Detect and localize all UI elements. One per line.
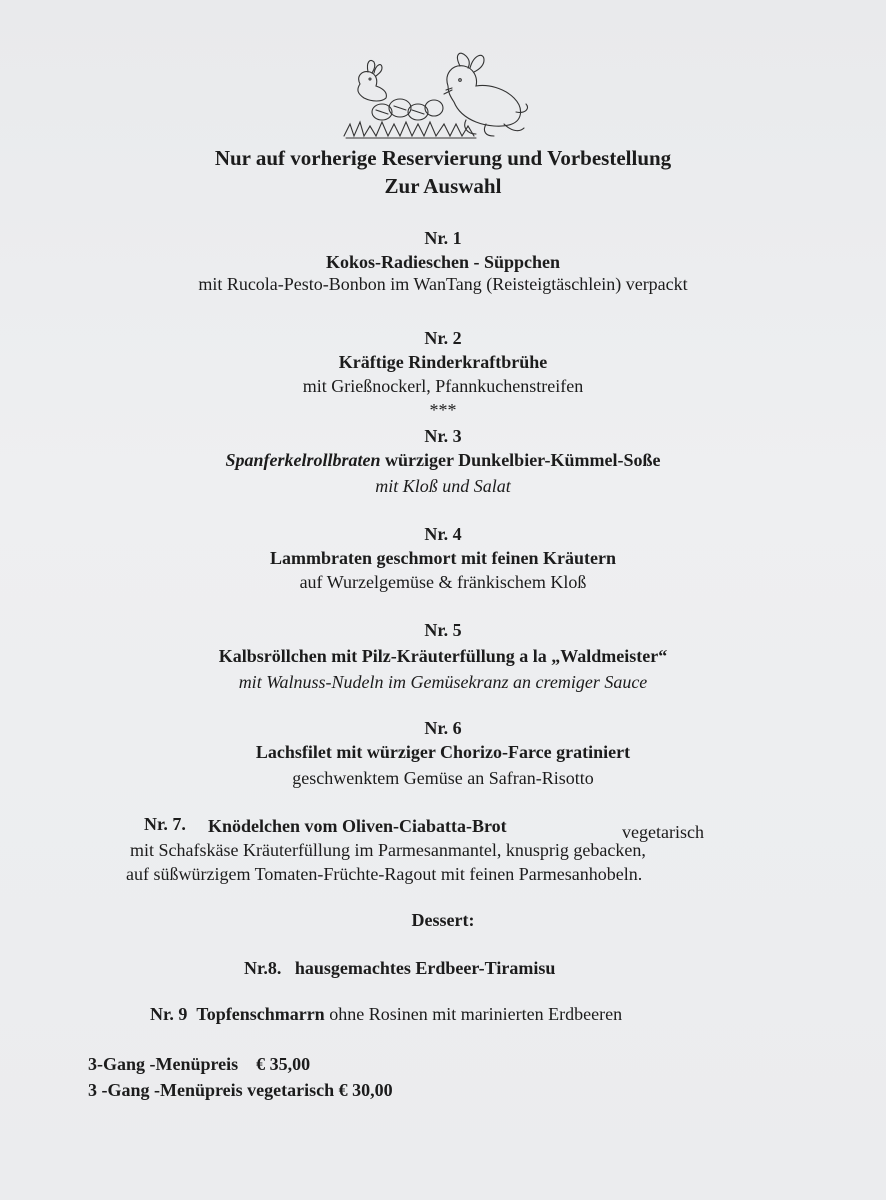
item-6-number: Nr. 6 bbox=[424, 718, 462, 738]
item-3-title-rest: würziger Dunkelbier-Kümmel-Soße bbox=[380, 450, 661, 470]
item-3-desc: mit Kloß und Salat bbox=[375, 476, 511, 496]
price-2-value: € 30,00 bbox=[338, 1080, 393, 1100]
item-3-number: Nr. 3 bbox=[424, 426, 462, 446]
item-8-title: hausgemachtes Erdbeer-Tiramisu bbox=[294, 958, 556, 978]
item-5-number: Nr. 5 bbox=[424, 620, 462, 640]
item-7-tag: vegetarisch bbox=[622, 822, 704, 842]
item-9-desc: ohne Rosinen mit marinierten Erdbeeren bbox=[324, 1004, 623, 1024]
item-8-number: Nr.8. bbox=[244, 958, 282, 978]
item-9-title: Topfenschmarrn bbox=[196, 1004, 325, 1024]
header-line1: Nur auf vorherige Reservierung und Vorbestellung bbox=[214, 146, 672, 170]
price-row-1 bbox=[88, 1054, 310, 1075]
easter-bunnies-with-eggs-icon bbox=[336, 52, 536, 144]
item-1-desc: mit Rucola-Pesto-Bonbon im WanTang (Reisteigtäschlein) verpackt bbox=[198, 274, 688, 294]
price-row-2 bbox=[88, 1080, 393, 1101]
item-9 bbox=[150, 1004, 622, 1025]
item-6-desc: geschwenktem Gemüse an Safran-Risotto bbox=[292, 768, 594, 788]
item-6-title: Lachsfilet mit würziger Chorizo-Farce gratiniert bbox=[255, 742, 631, 762]
price-1-label: 3-Gang -Menüpreis bbox=[88, 1054, 239, 1074]
dessert-heading: Dessert: bbox=[411, 910, 475, 930]
item-3-title-italic: Spanferkelrollbraten bbox=[225, 450, 381, 470]
item-4-title: Lammbraten geschmort mit feinen Kräutern bbox=[270, 548, 616, 568]
item-7-desc2: auf süßwürzigem Tomaten-Früchte-Ragout mit feinen Parmesanhobeln. bbox=[126, 864, 643, 884]
price-1-value: € 35,00 bbox=[256, 1054, 311, 1074]
item-4-desc: auf Wurzelgemüse & fränkischem Kloß bbox=[299, 572, 587, 592]
price-2-label: 3 -Gang -Menüpreis vegetarisch bbox=[88, 1080, 335, 1100]
item-1-title: Kokos-Radieschen - Süppchen bbox=[325, 252, 561, 272]
item-2-title: Kräftige Rinderkraftbrühe bbox=[338, 352, 548, 372]
header-line2: Zur Auswahl bbox=[384, 174, 502, 198]
item-2-number: Nr. 2 bbox=[424, 328, 462, 348]
item-4-number: Nr. 4 bbox=[424, 524, 462, 544]
item-3-title bbox=[0, 450, 886, 471]
item-5-title: Kalbsröllchen mit Pilz-Kräuterfüllung a la „Waldmeister“ bbox=[218, 646, 668, 666]
item-7-desc1: mit Schafskäse Kräuterfüllung im Parmesanmantel, knusprig gebacken, bbox=[130, 840, 646, 860]
separator: *** bbox=[429, 400, 457, 420]
item-7-title: Knödelchen vom Oliven-Ciabatta-Brot bbox=[208, 816, 507, 836]
item-9-number: Nr. 9 bbox=[150, 1004, 188, 1024]
item-5-desc: mit Walnuss-Nudeln im Gemüsekranz an cremiger Sauce bbox=[238, 672, 648, 692]
item-2-desc: mit Grießnockerl, Pfannkuchenstreifen bbox=[302, 376, 584, 396]
item-1-number: Nr. 1 bbox=[424, 228, 462, 248]
item-8 bbox=[244, 958, 555, 979]
item-7-number: Nr. 7. bbox=[144, 814, 186, 834]
